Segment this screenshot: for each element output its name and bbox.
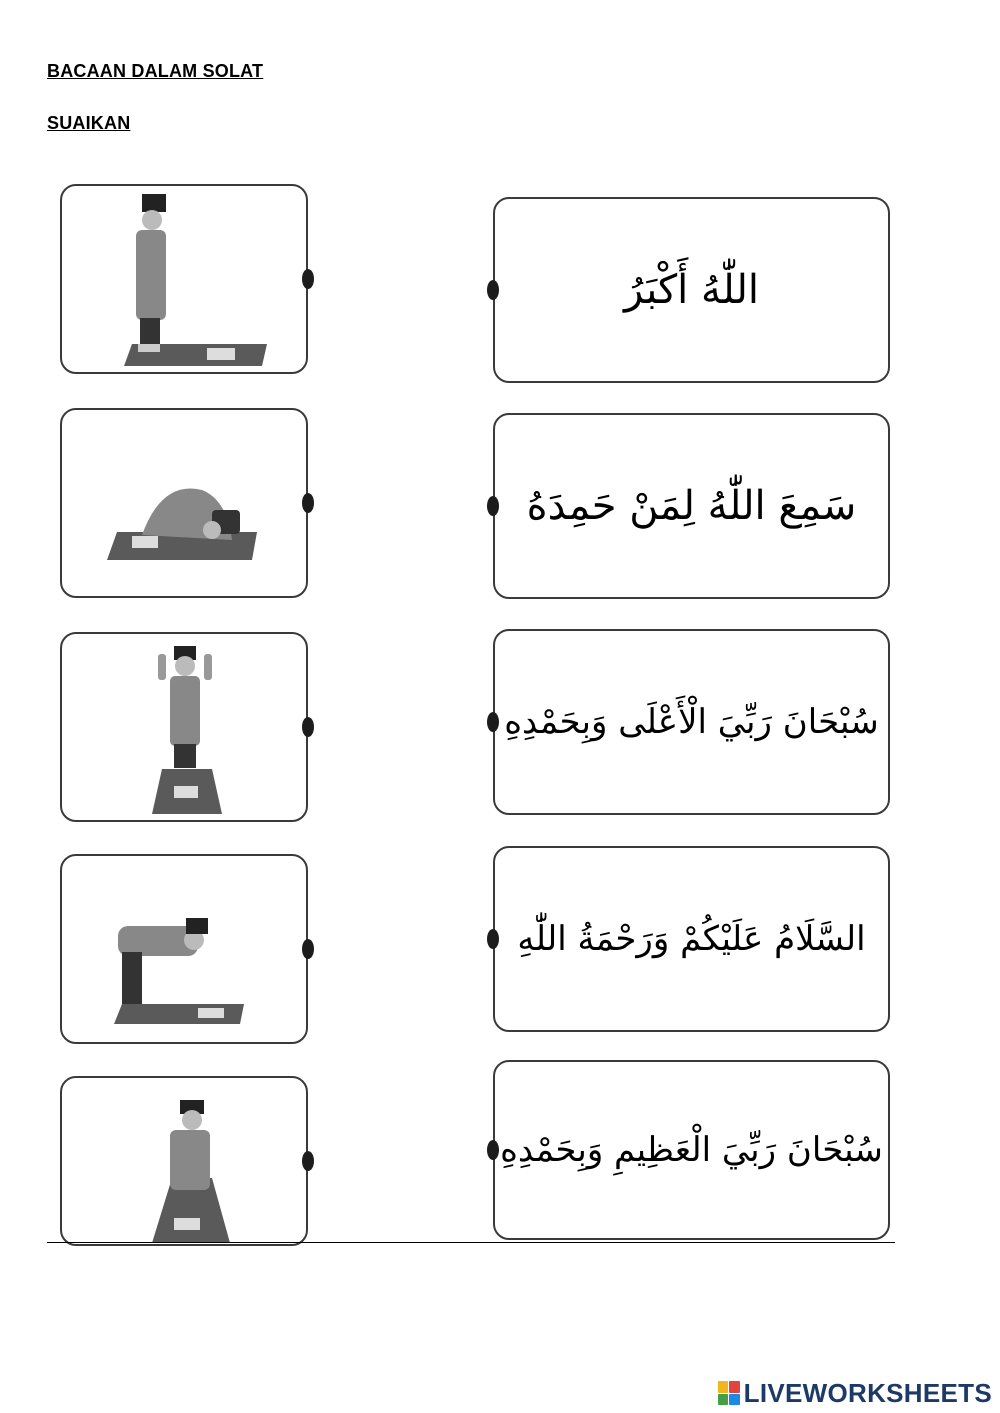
picture-card-sitting <box>60 1076 308 1246</box>
arabic-phrase: سَمِعَ اللّٰهُ لِمَنْ حَمِدَهُ <box>526 483 857 529</box>
picture-card-prostration <box>60 408 308 598</box>
text-card-tasmi <box>493 413 890 599</box>
picture-card-bowing <box>60 854 308 1044</box>
brand-footer <box>718 1378 992 1408</box>
worksheet-instruction: SUAIKAN <box>47 113 131 133</box>
arabic-phrase: سُبْحَانَ رَبِّيَ الْأَعْلَى وَبِحَمْدِهِ <box>504 702 879 742</box>
liveworksheets-logo-icon <box>718 1381 740 1405</box>
brand-name: LIVEWORKSHEETS <box>743 1377 992 1408</box>
match-dot[interactable] <box>302 939 314 959</box>
arabic-phrase: السَّلَامُ عَلَيْكُمْ وَرَحْمَةُ اللّٰهِ <box>517 919 866 959</box>
arabic-phrase: سُبْحَانَ رَبِّيَ الْعَظِيمِ وَبِحَمْدِهِ <box>500 1130 883 1170</box>
match-dot[interactable] <box>302 269 314 289</box>
match-dot[interactable] <box>302 717 314 737</box>
worksheet-title: BACAAN DALAM SOLAT <box>47 61 264 81</box>
picture-card-takbir <box>60 632 308 822</box>
bottom-divider <box>47 1242 895 1243</box>
picture-card-standing <box>60 184 308 374</box>
text-card-takbir <box>493 197 890 383</box>
standing-upright-icon <box>62 186 310 376</box>
prostration-sujud-icon <box>62 410 310 600</box>
text-card-salam <box>493 846 890 1032</box>
text-card-sujud <box>493 629 890 815</box>
text-card-rukuk <box>493 1060 890 1240</box>
takbir-hands-raised-icon <box>62 634 310 824</box>
match-dot[interactable] <box>302 493 314 513</box>
bowing-rukuk-icon <box>62 856 310 1046</box>
arabic-phrase: اللّٰهُ أَكْبَرُ <box>624 267 759 313</box>
match-dot[interactable] <box>302 1151 314 1171</box>
sitting-tahiyyat-icon <box>62 1078 310 1248</box>
